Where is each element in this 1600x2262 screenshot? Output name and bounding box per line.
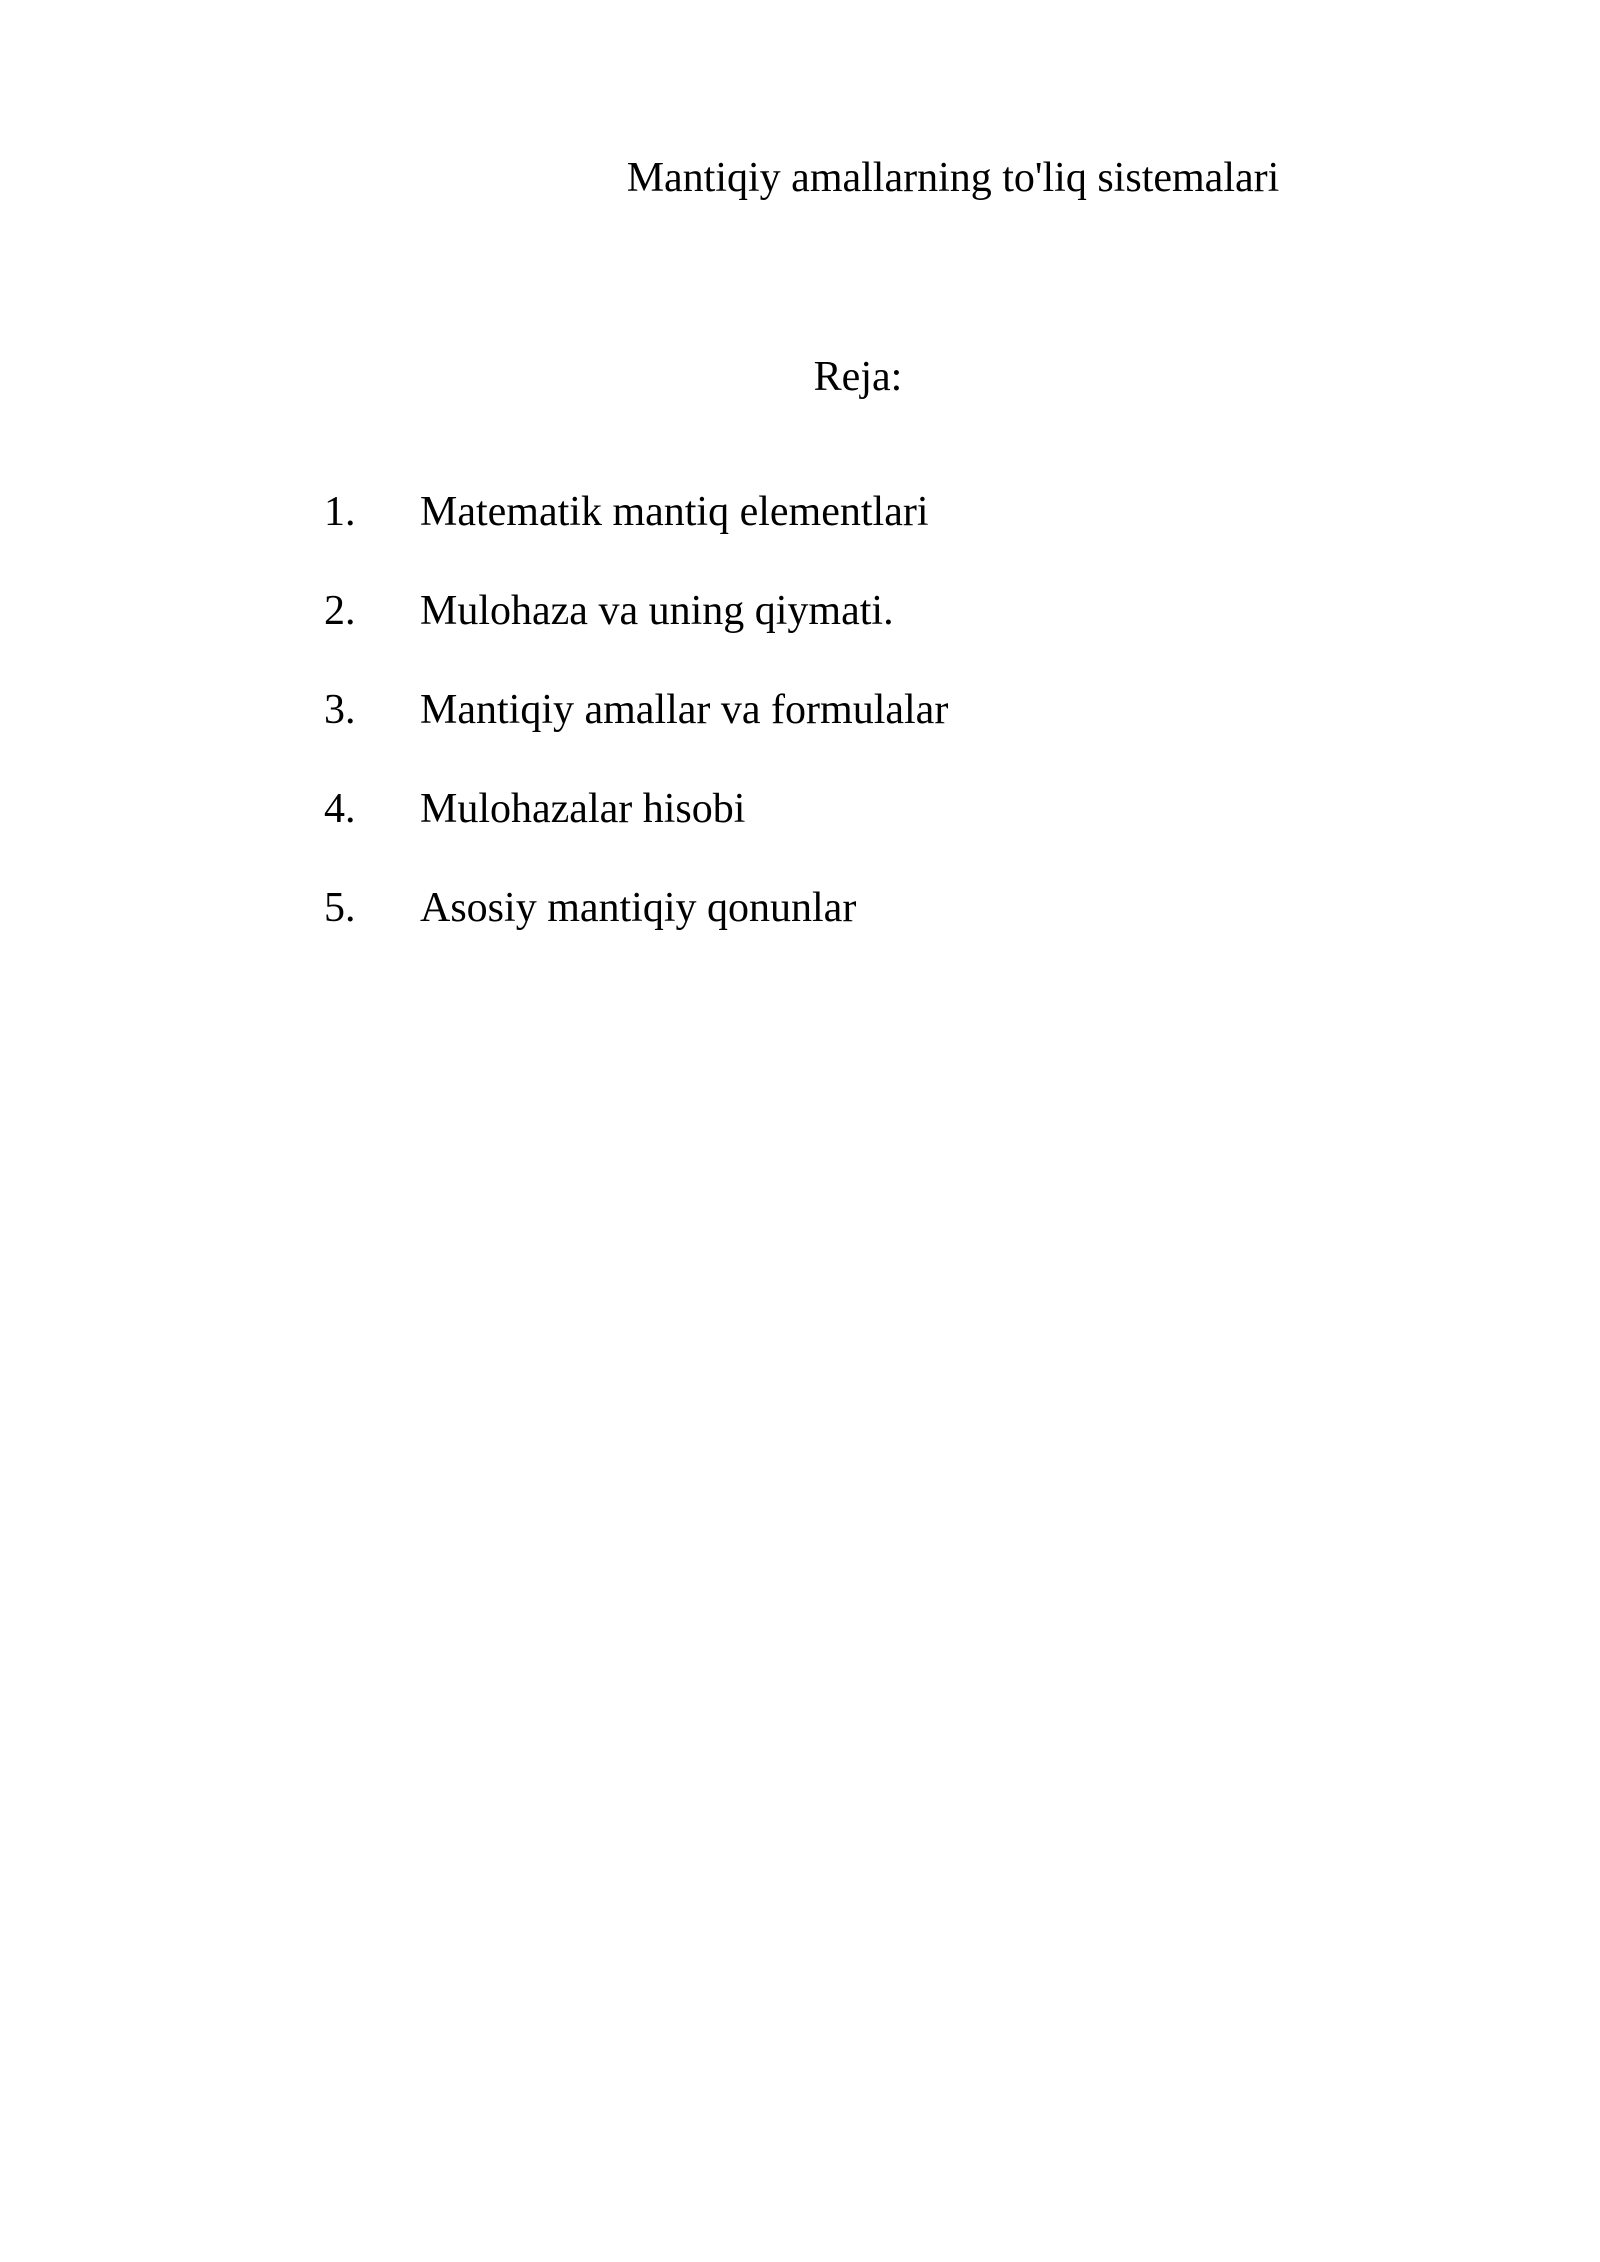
plan-item-text: Mulohaza va uning qiymati. xyxy=(420,588,894,634)
plan-item-text: Asosiy mantiqiy qonunlar xyxy=(420,885,857,931)
plan-item-text: Mantiqiy amallar va formulalar xyxy=(420,687,949,733)
plan-item-number: 3. xyxy=(324,687,356,733)
plan-heading: Reja: xyxy=(813,354,903,400)
plan-item-text: Matematik mantiq elementlari xyxy=(420,489,929,535)
plan-item-number: 2. xyxy=(324,588,356,634)
plan-item-number: 4. xyxy=(324,786,356,832)
document-title: Mantiqiy amallarning to'liq sistemalari xyxy=(626,155,1280,201)
plan-item-text: Mulohazalar hisobi xyxy=(420,786,746,832)
plan-item-number: 5. xyxy=(324,885,356,931)
plan-item-number: 1. xyxy=(324,489,356,535)
